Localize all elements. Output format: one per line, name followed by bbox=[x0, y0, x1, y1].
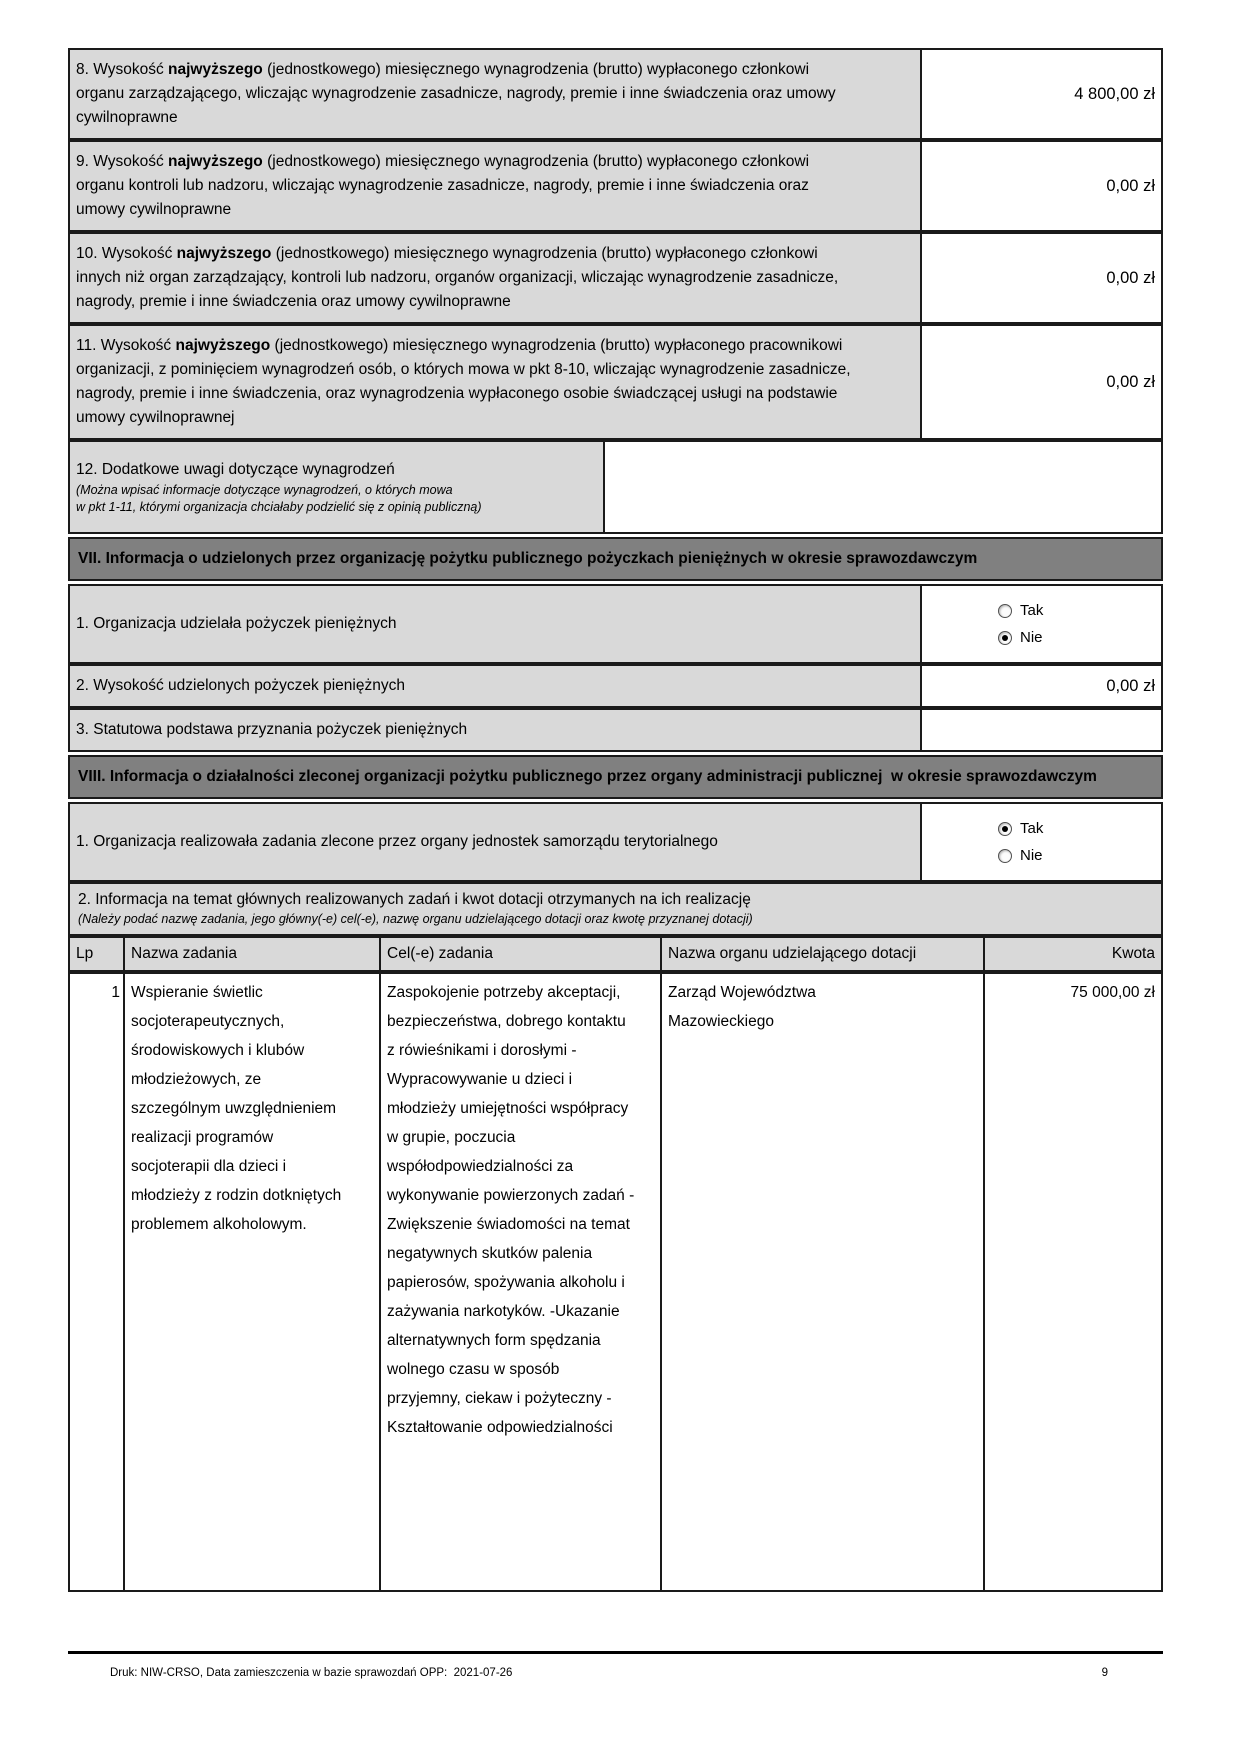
remarks-title: 12. Dodatkowe uwagi dotyczące wynagrodzeń bbox=[76, 461, 395, 478]
form-body bbox=[68, 48, 1163, 1592]
salary-row-8-value: 4 800,00 zł bbox=[922, 50, 1161, 138]
radio-label: Tak bbox=[1020, 602, 1044, 619]
viii-tasks-option-nie[interactable] bbox=[998, 847, 1161, 864]
remarks-note-line2: w pkt 1-11, którymi organizacja chciałaby podzielić się z opinią publiczną) bbox=[76, 500, 482, 514]
radio-label: Nie bbox=[1020, 629, 1043, 646]
grant-authority: Zarząd Województwa Mazowieckiego bbox=[662, 974, 985, 1590]
viii-info-title: 2. Informacja na temat głównych realizowanych zadań i kwot dotacji otrzymanych na ich realizację bbox=[78, 891, 751, 908]
salary-row-9 bbox=[68, 140, 1163, 232]
viii-tasks-radio-group bbox=[922, 804, 1161, 880]
vii-amount-label: 2. Wysokość udzielonych pożyczek pieniężnych bbox=[70, 666, 922, 706]
vii-basis-label: 3. Statutowa podstawa przyznania pożyczek pieniężnych bbox=[70, 710, 922, 750]
section-viii-header: VIII. Informacja o działalności zleconej organizacji pożytku publicznego przez organy administracji publicznej w okresie sprawozdawczym bbox=[68, 755, 1163, 799]
salary-row-11-label: 11. Wysokość najwyższego (jednostkowego) miesięcznego wynagrodzenia (brutto) wypłaconego pracownikowi organizacji, z pominięciem wynagrodzeń osób, o których mowa w pkt 8-10, wliczając wynagrodzenie zasadnicze, nagrody, premie i inne świadczenia, oraz wynagrodzenia wypłaconego osobie świadczącej usługi na podstawie umowy cywilnoprawnej bbox=[70, 326, 922, 438]
vii-loans-row bbox=[68, 584, 1163, 664]
remarks-row bbox=[68, 440, 1163, 534]
column-header-amount: Kwota bbox=[1111, 945, 1155, 962]
vii-amount-row bbox=[68, 664, 1163, 708]
vii-loans-option-nie[interactable] bbox=[998, 629, 1161, 646]
page-footer bbox=[68, 1666, 1163, 1681]
remarks-note-line1: (Można wpisać informacje dotyczące wynagrodzeń, o których mowa bbox=[76, 483, 453, 497]
salary-row-10 bbox=[68, 232, 1163, 324]
column-header-authority: Nazwa organu udzielającego dotacji bbox=[662, 938, 985, 970]
section-vii-header: VII. Informacja o udzielonych przez organizację pożytku publicznego pożyczkach pieniężnych w okresie sprawozdawczym bbox=[68, 537, 1163, 581]
grant-goal: Zaspokojenie potrzeby akceptacji, bezpieczeństwa, dobrego kontaktu z rówieśnikami i dorosłymi - Wypracowywanie u dzieci i młodzieży umiejętności współpracy w grupie, poczucia współodpowiedzialności za wykonywanie powierzonych zadań -Zwiększenie świadomości na temat negatywnych skutków palenia papierosów, spożywania alkoholu i zażywania narkotyków. -Ukazanie alternatywnych form spędzania wolnego czasu w sposób przyjemny, ciekaw i pożyteczny -Kształtowanie odpowiedzialności bbox=[381, 974, 662, 1590]
salary-row-11 bbox=[68, 324, 1163, 440]
salary-row-9-value: 0,00 zł bbox=[922, 142, 1161, 230]
grant-lp: 1 bbox=[70, 974, 125, 1590]
viii-tasks-label: 1. Organizacja realizowała zadania zlecone przez organy jednostek samorządu terytorialnego bbox=[70, 804, 922, 880]
viii-tasks-option-tak[interactable] bbox=[998, 820, 1161, 837]
viii-info-note: (Należy podać nazwę zadania, jego główny(-e) cel(-e), nazwę organu udzielającego dotacji oraz kwotę przyznanej dotacji) bbox=[78, 912, 753, 926]
column-header-goal: Cel(-e) zadania bbox=[381, 938, 662, 970]
remarks-input[interactable] bbox=[605, 442, 1161, 532]
vii-loans-radio-group bbox=[922, 586, 1161, 662]
vii-loans-option-tak[interactable] bbox=[998, 602, 1161, 619]
remarks-label bbox=[70, 442, 605, 532]
radio-button-icon[interactable] bbox=[998, 822, 1012, 836]
footer-divider bbox=[68, 1651, 1163, 1654]
salary-row-10-value: 0,00 zł bbox=[922, 234, 1161, 322]
column-header-lp: Lp bbox=[70, 938, 125, 970]
grants-table-header bbox=[68, 936, 1163, 972]
footer-page-number: 9 bbox=[1101, 1667, 1108, 1679]
radio-button-icon[interactable] bbox=[998, 604, 1012, 618]
viii-info-row bbox=[68, 882, 1163, 936]
salary-row-9-label: 9. Wysokość najwyższego (jednostkowego) miesięcznego wynagrodzenia (brutto) wypłaconego członkowi organu kontroli lub nadzoru, wliczając wynagrodzenie zasadnicze, nagrody, premie i inne świadczenia oraz umowy cywilnoprawne bbox=[70, 142, 922, 230]
radio-button-icon[interactable] bbox=[998, 849, 1012, 863]
radio-label: Tak bbox=[1020, 820, 1044, 837]
vii-basis-input[interactable] bbox=[922, 710, 1161, 750]
radio-label: Nie bbox=[1020, 847, 1043, 864]
footer-print-info: Druk: NIW-CRSO, Data zamieszczenia w bazie sprawozdań OPP: 2021-07-26 bbox=[110, 1667, 513, 1679]
column-header-task-name: Nazwa zadania bbox=[125, 938, 381, 970]
salary-row-10-label: 10. Wysokość najwyższego (jednostkowego) miesięcznego wynagrodzenia (brutto) wypłaconego członkowi innych niż organ zarządzający, kontroli lub nadzoru, organów organizacji, wliczając wynagrodzenie zasadnicze, nagrody, premie i inne świadczenia oraz umowy cywilnoprawne bbox=[70, 234, 922, 322]
vii-amount-value: 0,00 zł bbox=[922, 666, 1161, 706]
grant-task-name: Wspieranie świetlic socjoterapeutycznych, środowiskowych i klubów młodzieżowych, ze szczególnym uwzględnieniem realizacji programów socjoterapii dla dzieci i młodzieży z rodzin dotkniętych problemem alkoholowym. bbox=[125, 974, 381, 1590]
vii-loans-label: 1. Organizacja udzielała pożyczek pieniężnych bbox=[70, 586, 922, 662]
vii-basis-row bbox=[68, 708, 1163, 752]
grants-table bbox=[68, 936, 1163, 1592]
viii-tasks-row bbox=[68, 802, 1163, 882]
salary-row-8-label: 8. Wysokość najwyższego (jednostkowego) miesięcznego wynagrodzenia (brutto) wypłaconego członkowi organu zarządzającego, wliczając wynagrodzenie zasadnicze, nagrody, premie i inne świadczenia oraz umowy cywilnoprawne bbox=[70, 50, 922, 138]
salary-row-11-value: 0,00 zł bbox=[922, 326, 1161, 438]
salary-row-8 bbox=[68, 48, 1163, 140]
grant-amount: 75 000,00 zł bbox=[1070, 984, 1155, 1001]
grants-table-row bbox=[68, 972, 1163, 1592]
radio-button-icon[interactable] bbox=[998, 631, 1012, 645]
